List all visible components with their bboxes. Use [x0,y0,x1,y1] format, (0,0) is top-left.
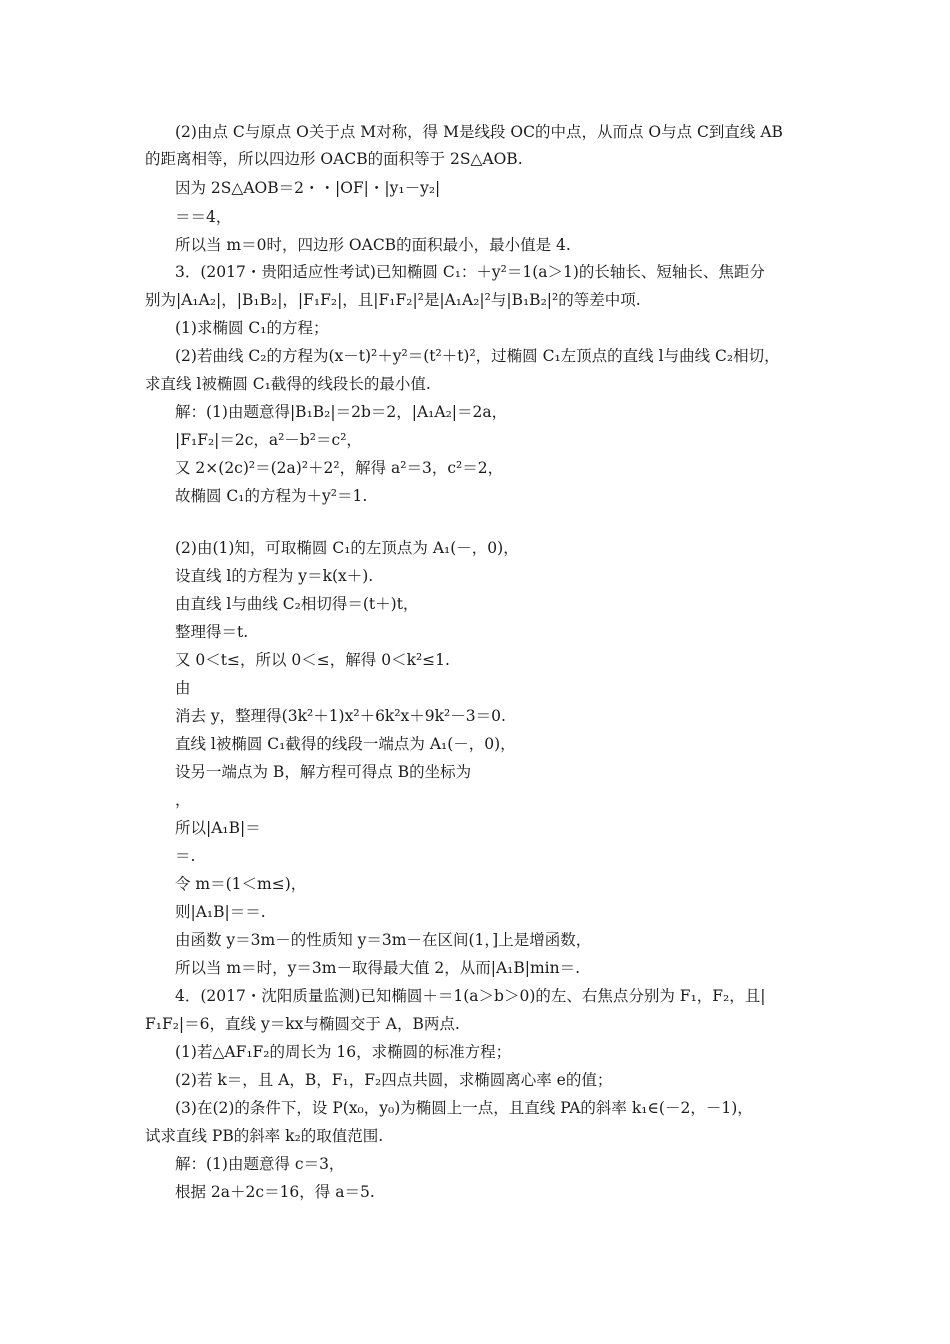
solution-line: 令 m＝(1＜m≤)， [175,875,307,893]
text-line: 的距离相等，所以四边形 OACB的面积等于 2S△AOB. [145,150,523,168]
solution-line: 整理得＝t. [175,623,249,641]
solution-line: 又 0＜t≤，所以 0＜≤，解得 0＜k²≤1. [175,651,450,669]
text-line: 试求直线 PB的斜率 k₂的取值范围. [145,1127,384,1145]
solution-line: 根据 2a＋2c＝16，得 a＝5. [175,1183,375,1201]
text-line: 别为|A₁A₂|，|B₁B₂|，|F₁F₂|，且|F₁F₂|²是|A₁A₂|²与|B₁B₂|²的等差中项. [145,291,641,309]
solution-line: 所以当 m＝时，y＝3m－取得最大值 2，从而|A₁B|min＝. [175,959,581,977]
text-line: 所以当 m＝0时，四边形 OACB的面积最小，最小值是 4. [175,236,571,254]
solution-line: |F₁F₂|＝2c，a²－b²＝c²， [175,431,362,449]
solution-line: 消去 y，整理得(3k²＋1)x²＋6k²x＋9k²－3＝0. [175,707,506,725]
text-line: ＝＝4， [175,208,232,226]
text-line: (2)若 k＝，且 A，B，F₁，F₂四点共圆，求椭圆离心率 e的值； [175,1071,613,1089]
solution-line: 直线 l被椭圆 C₁截得的线段一端点为 A₁(－，0)， [175,735,516,753]
text-line: F₁F₂|＝6，直线 y＝kx与椭圆交于 A，B两点. [145,1015,460,1033]
solution-line: ＝. [175,847,196,865]
solution-line: 又 2×(2c)²＝(2a)²＋2²，解得 a²＝3，c²＝2， [175,459,504,477]
solution-line: 由直线 l与曲线 C₂相切得＝(t＋)t， [175,595,419,613]
text-line: (3)在(2)的条件下，设 P(x₀，y₀)为椭圆上一点，且直线 PA的斜率 k₁∈(－2，－1)， [175,1099,753,1117]
problem-heading: 4．(2017・沈阳质量监测)已知椭圆＋＝1(a＞b＞0)的左、右焦点分别为 F₁，F₂，且| [175,987,766,1005]
solution-line: 设另一端点为 B，解方程可得点 B的坐标为 [175,763,472,781]
text-line: (1)求椭圆 C₁的方程； [175,319,329,337]
solution-line: ， [175,791,191,809]
text-line: (2)由点 C与原点 O关于点 M对称，得 M是线段 OC的中点，从而点 O与点 C到直线 AB [175,123,783,141]
solution-line: 解：(1)由题意得 c＝3， [175,1155,345,1173]
problem-heading: 3．(2017・贵阳适应性考试)已知椭圆 C₁：＋y²＝1(a＞1)的长轴长、短轴长、焦距分 [175,263,765,281]
solution-line: 则|A₁B|＝＝. [175,903,266,921]
solution-line: (2)由(1)知，可取椭圆 C₁的左顶点为 A₁(－，0)， [175,539,519,557]
text-line: (1)若△AF₁F₂的周长为 16，求椭圆的标准方程； [175,1043,512,1061]
solution-line: 设直线 l的方程为 y＝k(x＋). [175,567,374,585]
text-line: 求直线 l被椭圆 C₁截得的线段长的最小值. [145,375,431,393]
solution-line: 故椭圆 C₁的方程为＋y²＝1. [175,487,368,505]
solution-line: 解：(1)由题意得|B₁B₂|＝2b＝2，|A₁A₂|＝2a， [175,403,508,421]
solution-line: 所以|A₁B|＝ [175,819,261,837]
solution-line: 由函数 y＝3m－的性质知 y＝3m－在区间(1，]上是增函数， [175,931,592,949]
text-line: 因为 2S△AOB＝2・・|OF|・|y₁－y₂| [175,179,441,197]
solution-line: 由 [175,679,191,697]
text-line: (2)若曲线 C₂的方程为(x－t)²＋y²＝(t²＋t)²，过椭圆 C₁左顶点的直线 l与曲线 C₂相切， [175,347,780,365]
